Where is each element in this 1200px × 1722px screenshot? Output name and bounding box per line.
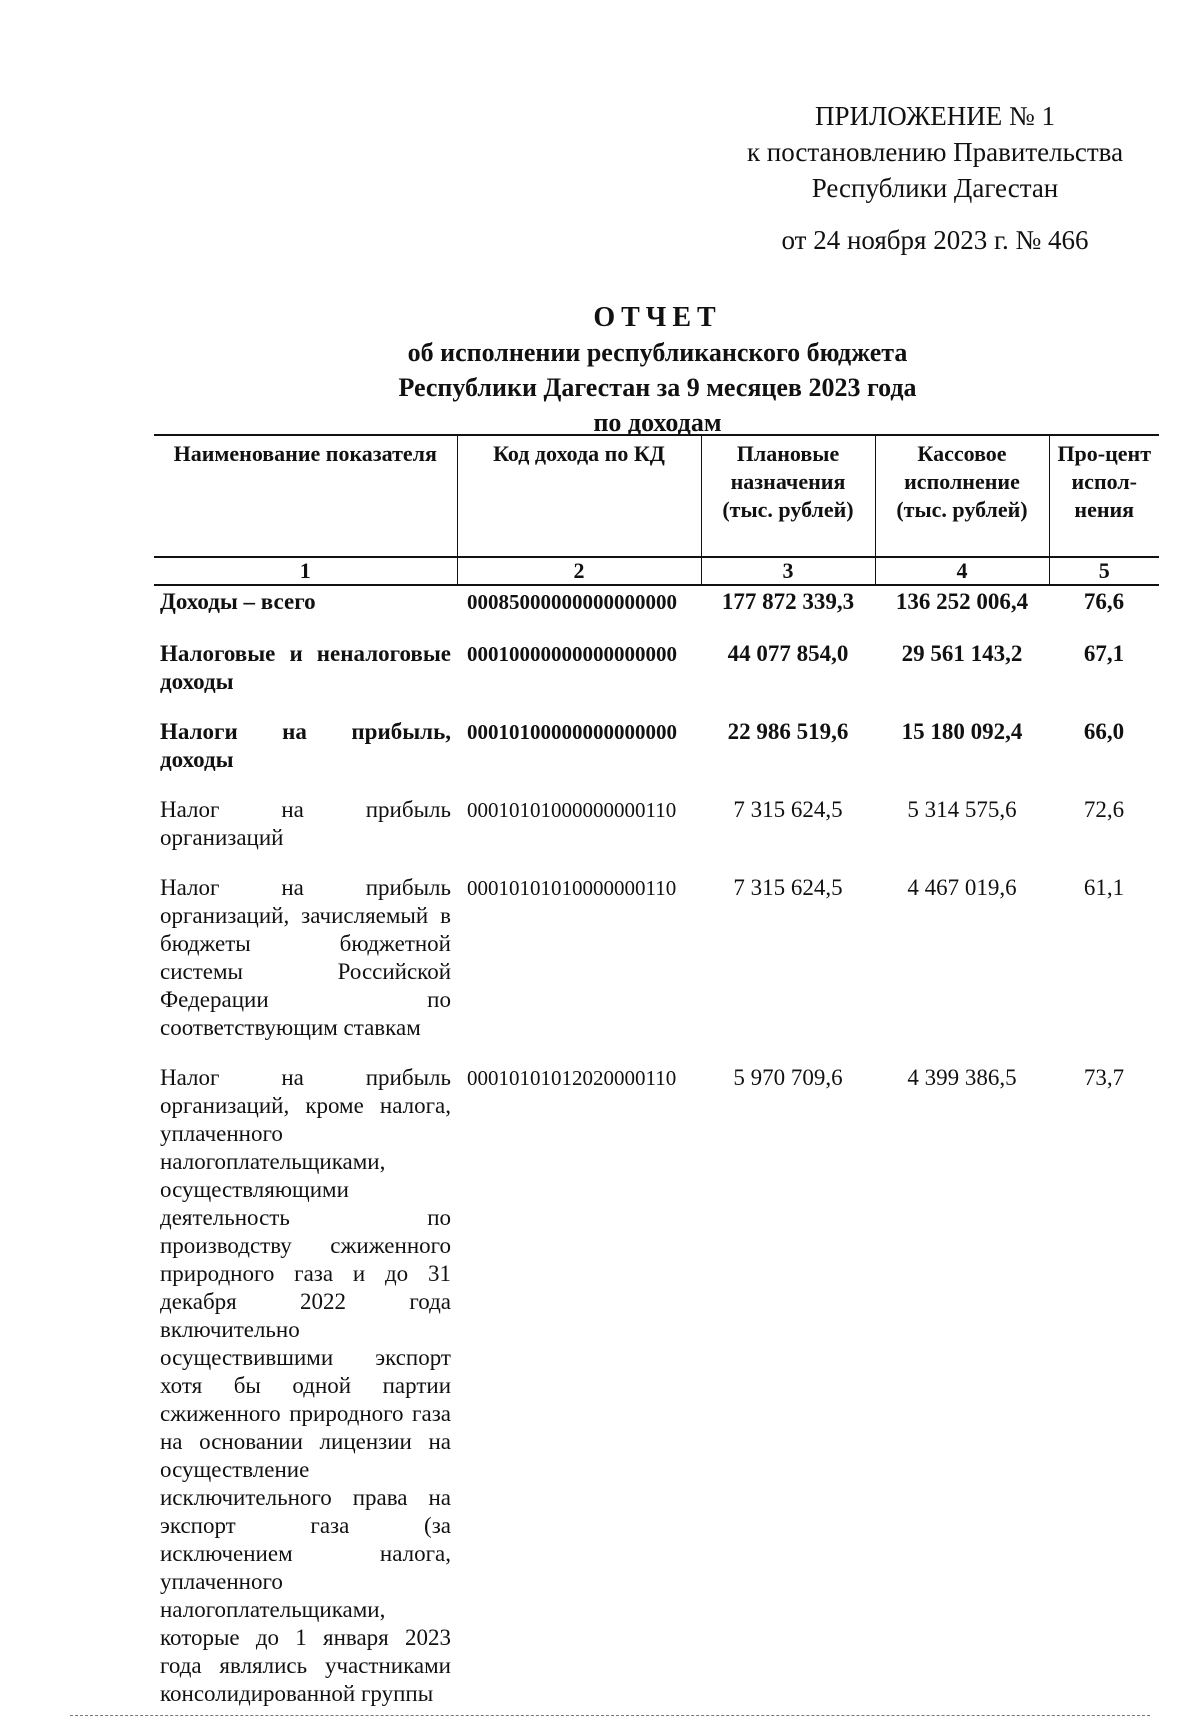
header-actual: Кассовое исполнение (тыс. рублей) (875, 435, 1049, 557)
table-row (154, 1056, 1159, 1722)
title-line-4: по доходам (593, 408, 722, 437)
header-planned: Плановые назначения (тыс. рублей) (701, 435, 875, 557)
column-number: 1 (154, 557, 457, 585)
column-number: 4 (875, 557, 1049, 585)
row-percent: 61,1 (1083, 875, 1125, 900)
title-line-2: об исполнении республиканского бюджета (407, 338, 908, 367)
row-name: Доходы – всего (160, 589, 316, 614)
header-indicator-name: Наименование показателя (173, 441, 437, 466)
row-actual: 29 561 143,2 (901, 641, 1023, 666)
table-row (154, 585, 1159, 632)
appendix-line-3: Республики Дагестан (811, 173, 1059, 203)
title-line-3: Республики Дагестан за 9 месяцев 2023 года (398, 373, 917, 402)
row-name: Налоговые и неналоговые доходы (160, 641, 451, 694)
row-actual: 5 314 575,6 (907, 797, 1017, 822)
row-name: Налоги на прибыль, доходы (160, 719, 451, 772)
table-header-row (154, 435, 1159, 557)
table-row (154, 788, 1159, 866)
row-actual: 15 180 092,4 (901, 719, 1023, 744)
row-actual: 4 467 019,6 (907, 875, 1017, 900)
row-percent: 66,0 (1083, 719, 1125, 744)
column-number: 3 (701, 557, 875, 585)
row-code: 00010000000000000000 (467, 642, 677, 666)
appendix-line-2: к постановлению Правительства (746, 137, 1124, 167)
table-row (154, 632, 1159, 710)
row-code: 00085000000000000000 (467, 590, 677, 614)
row-plan: 44 077 854,0 (727, 641, 849, 666)
row-code: 00010101010000000110 (467, 876, 677, 900)
row-code: 00010101012020000110 (467, 1066, 677, 1090)
column-number-row (154, 557, 1159, 585)
row-percent: 76,6 (1083, 589, 1125, 614)
header-income-code: Код дохода по КД (457, 435, 701, 557)
appendix-header (700, 98, 1170, 258)
revenue-table (154, 434, 1159, 1722)
title-line-1: ОТЧЕТ (593, 302, 722, 333)
column-number: 5 (1049, 557, 1159, 585)
row-actual: 136 252 006,4 (895, 589, 1029, 614)
report-title (300, 300, 1015, 440)
row-actual: 4 399 386,5 (907, 1065, 1017, 1090)
row-plan: 5 970 709,6 (733, 1065, 843, 1090)
row-plan: 7 315 624,5 (733, 875, 843, 900)
row-code: 00010101000000000110 (467, 798, 677, 822)
appendix-line-1: ПРИЛОЖЕНИЕ № 1 (814, 101, 1056, 131)
row-plan: 7 315 624,5 (733, 797, 843, 822)
page-bottom-divider (70, 1715, 1150, 1716)
row-code: 00010100000000000000 (467, 720, 677, 744)
header-percent: Про-цент испол-нения (1049, 435, 1159, 557)
row-percent: 73,7 (1083, 1065, 1125, 1090)
row-name: Налог на прибыль организаций (160, 797, 451, 850)
row-plan: 177 872 339,3 (721, 589, 855, 614)
appendix-date: от 24 ноября 2023 г. № 466 (781, 225, 1089, 255)
row-percent: 67,1 (1083, 641, 1125, 666)
row-plan: 22 986 519,6 (727, 719, 849, 744)
column-number: 2 (457, 557, 701, 585)
table-row (154, 710, 1159, 788)
row-name: Налог на прибыль организаций, кроме налога, уплаченного налогоплательщиками, осуществляющими деятельность по производству сжиженного природного газа и до 31 декабря 2022 года включительно осуществившими экспорт хотя бы одной партии сжиженного природного газа на основании лицензии на осуществление исключительного права на экспорт газа (за исключением налога, уплаченного налогоплательщиками, которые до 1 января 2023 года являлись участниками консолидированной группы (160, 1065, 451, 1706)
row-percent: 72,6 (1083, 797, 1125, 822)
table-row (154, 866, 1159, 1056)
row-name: Налог на прибыль организаций, зачисляемый в бюджеты бюджетной системы Российской Федерации по соответствующим ставкам (160, 875, 451, 1040)
